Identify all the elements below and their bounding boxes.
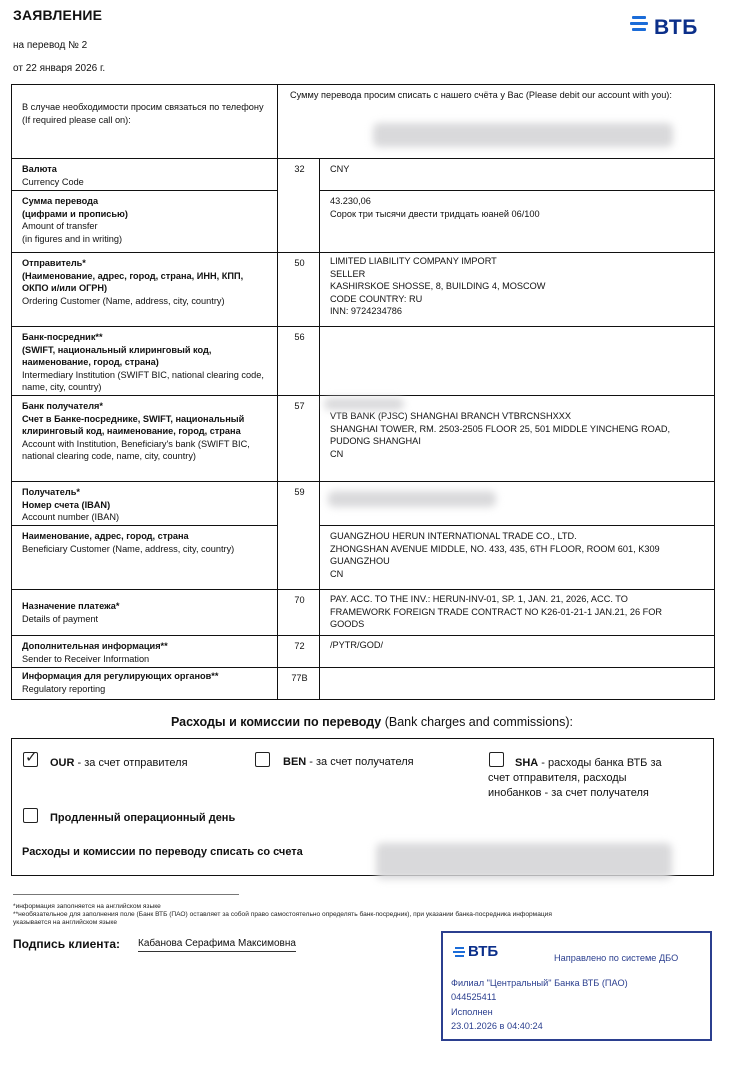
beneficiary-label-en: Account number (IBAN)	[22, 512, 120, 523]
footnote-3: указывается на английском языке	[13, 919, 118, 926]
purpose-label-en: Details of payment	[22, 613, 99, 624]
beneficiary-line: ZHONGSHAN AVENUE MIDDLE, NO. 433, 435, 6TH FLOOR, ROOM 601, K309	[330, 543, 660, 554]
sender-label-ru: Отправитель*	[22, 258, 86, 268]
stamp-bik: 044525411	[451, 992, 497, 1002]
debit-account-text: Сумму перевода просим списать с нашего счёта у Вас (Please debit our account with you):	[290, 90, 672, 100]
sha-text-2: счет отправителя, расходы	[488, 772, 627, 784]
intermediary-label-ru2: (SWIFT, национальный клиринговый код, наименование, город, страна)	[22, 344, 212, 368]
field-code-50: 50	[278, 253, 320, 327]
beneficiary-bank-line: CN	[330, 448, 344, 459]
sender-line: CODE COUNTRY: RU	[330, 293, 423, 304]
beneficiary-name-row	[12, 526, 715, 590]
charges-box	[11, 738, 714, 876]
purpose-line: FRAMEWORK FOREIGN TRADE CONTRACT NO K26-01-21-1 JAN.21, 26 FOR	[330, 606, 663, 617]
currency-label-en: Currency Code	[22, 176, 84, 187]
beneficiary-bank-label-ru: Банк получателя*	[22, 401, 103, 411]
sender-line: KASHIRSKOE SHOSSE, 8, BUILDING 4, MOSCOW	[330, 281, 546, 292]
contact-row	[12, 85, 715, 159]
sender-label-en: Ordering Customer (Name, address, city, country)	[22, 295, 225, 306]
amount-label-ru: Сумма перевода	[22, 196, 99, 206]
beneficiary-bank-line: SHANGHAI TOWER, RM. 2503-2505 FLOOR 25, 501 MIDDLE YINCHENG ROAD,	[330, 423, 671, 434]
amount-words: Сорок три тысячи двести тридцать юаней 06/100	[330, 208, 540, 219]
additional-info-row	[12, 636, 715, 668]
vtb-logo-text: ВТБ	[654, 16, 698, 39]
beneficiary-name-label-ru: Наименование, адрес, город, страна	[22, 531, 189, 541]
transfer-form-table	[11, 84, 715, 700]
regulatory-label-ru: Информация для регулирующих органов**	[22, 671, 219, 681]
sender-row	[12, 253, 715, 327]
additional-label-ru: Дополнительная информация**	[22, 641, 168, 651]
beneficiary-label-ru2: Номер счета (IBAN)	[22, 499, 111, 510]
contact-label-en: (If required please call on):	[22, 114, 131, 125]
our-text: - за счет отправителя	[74, 757, 188, 769]
our-option	[50, 756, 188, 771]
sha-code: SHA	[515, 757, 539, 769]
beneficiary-bank-row	[12, 396, 715, 482]
additional-label-en: Sender to Receiver Information	[22, 653, 150, 664]
extended-day-checkbox[interactable]	[23, 808, 38, 823]
beneficiary-bank-line: PUDONG SHANGHAI	[330, 436, 421, 447]
redacted-account	[324, 398, 404, 410]
intermediary-label-ru: Банк-посредник**	[22, 332, 103, 342]
redacted-account	[373, 123, 673, 147]
intermediary-label-en: Intermediary Institution (SWIFT BIC, national clearing code, name, city, country)	[22, 369, 264, 393]
purpose-line: GOODS	[330, 619, 365, 630]
extended-day-label: Продленный операционный день	[50, 812, 236, 824]
bank-stamp	[441, 931, 712, 1041]
purpose-line: PAY. ACC. TO THE INV.: HERUN-INV-01, SP. 1, JAN. 21, 2026, ACC. TO	[330, 594, 628, 604]
redacted-account	[376, 843, 672, 879]
beneficiary-bank-line: VTB BANK (PJSC) SHANGHAI BRANCH VTBRCNSHXXX	[330, 411, 571, 421]
amount-figures: 43.230,06	[330, 196, 371, 206]
signature-label: Подпись клиента:	[13, 937, 121, 951]
currency-row	[12, 159, 715, 191]
purpose-row	[12, 590, 715, 636]
beneficiary-bank-label-ru2: Счет в Банке-посреднике, SWIFT, национальный клиринговый код, наименование, город, страна	[22, 413, 245, 437]
vtb-logo	[630, 12, 720, 44]
signature-name: Кабанова Серафима Максимовна	[138, 938, 296, 952]
intermediary-value	[320, 327, 715, 396]
field-code-72: 72	[278, 636, 320, 668]
field-code-70: 70	[278, 590, 320, 636]
beneficiary-line: CN	[330, 568, 344, 579]
check-icon: ✓	[25, 749, 38, 766]
beneficiary-label-ru: Получатель*	[22, 487, 80, 497]
field-code-32: 32	[278, 159, 320, 253]
stamp-vtb-logo	[453, 943, 503, 965]
sender-line: LIMITED LIABILITY COMPANY IMPORT	[330, 256, 497, 266]
regulatory-value	[320, 668, 715, 700]
beneficiary-bank-label-en: Account with Institution, Beneficiary's bank (SWIFT BIC, national clearing code, name, city, country)	[22, 438, 250, 462]
beneficiary-line: GUANGZHOU	[330, 556, 390, 567]
charges-debit-account-label: Расходы и комиссии по переводу списать со счета	[22, 846, 303, 858]
sha-text-3: инобанков - за счет получателя	[488, 787, 649, 799]
stamp-sent-text: Направлено по системе ДБО	[554, 953, 679, 963]
footnote-2: **необязательное для заполнения поле (Банк ВТБ (ПАО) оставляет за собой право самостоятельно определять банк-посредник), при указании банка-посредника информация	[13, 911, 552, 918]
ben-text: - за счет получателя	[306, 756, 414, 768]
intermediary-row	[12, 327, 715, 396]
regulatory-label-en: Regulatory reporting	[22, 683, 106, 694]
sender-label-ru2: (Наименование, адрес, город, страна, ИНН, КПП, ОКПО и/или ОГРН)	[22, 270, 244, 294]
debit-account-cell	[278, 85, 715, 159]
stamp-logo-text: ВТБ	[468, 943, 499, 960]
contact-label	[12, 85, 278, 159]
field-code-77b: 77B	[278, 668, 320, 700]
sender-line: SELLER	[330, 268, 366, 279]
sha-text-1: - расходы банка ВТБ за	[538, 757, 662, 769]
amount-label-en2: (in figures and in writing)	[22, 233, 123, 244]
stamp-status: Исполнен	[451, 1007, 493, 1017]
charges-title-en: (Bank charges and commissions):	[384, 715, 574, 729]
charges-title-ru: Расходы и комиссии по переводу	[170, 715, 382, 729]
field-code-56: 56	[278, 327, 320, 396]
amount-label-ru2: (цифрами и прописью)	[22, 208, 128, 219]
document-title: ЗАЯВЛЕНИЕ	[13, 7, 103, 23]
ben-checkbox[interactable]	[255, 752, 270, 767]
field-code-59: 59	[278, 482, 320, 590]
ben-code: BEN	[283, 756, 307, 768]
regulatory-row	[12, 668, 715, 700]
additional-value: /PYTR/GOD/	[320, 636, 715, 668]
sender-line: INN: 9724234786	[330, 306, 403, 317]
purpose-label-ru: Назначение платежа*	[22, 601, 120, 611]
beneficiary-name-label-en: Beneficiary Customer (Name, address, city, country)	[22, 543, 235, 554]
charges-title	[0, 715, 744, 729]
stamp-branch: Филиал "Центральный" Банка ВТБ (ПАО)	[451, 978, 628, 988]
currency-value: CNY	[320, 159, 715, 191]
beneficiary-account-row	[12, 482, 715, 526]
beneficiary-line: GUANGZHOU HERUN INTERNATIONAL TRADE CO., LTD.	[330, 531, 577, 541]
currency-label-ru: Валюта	[22, 164, 57, 174]
footnote-divider	[13, 894, 239, 895]
field-code-57: 57	[278, 396, 320, 482]
footnote-1: *информация заполняется на английском языке	[13, 903, 161, 910]
amount-label-en: Amount of transfer	[22, 221, 98, 232]
our-checkbox[interactable]	[23, 749, 38, 767]
stamp-datetime: 23.01.2026 в 04:40:24	[451, 1021, 543, 1031]
redacted-iban	[328, 491, 496, 507]
transfer-number: на перевод № 2	[13, 40, 88, 51]
ben-option	[283, 755, 414, 770]
document-date: от 22 января 2026 г.	[13, 63, 106, 74]
contact-label-ru: В случае необходимости просим связаться по телефону	[22, 102, 264, 112]
sha-option	[488, 756, 698, 801]
amount-row	[12, 191, 715, 253]
our-code: OUR	[50, 757, 75, 769]
